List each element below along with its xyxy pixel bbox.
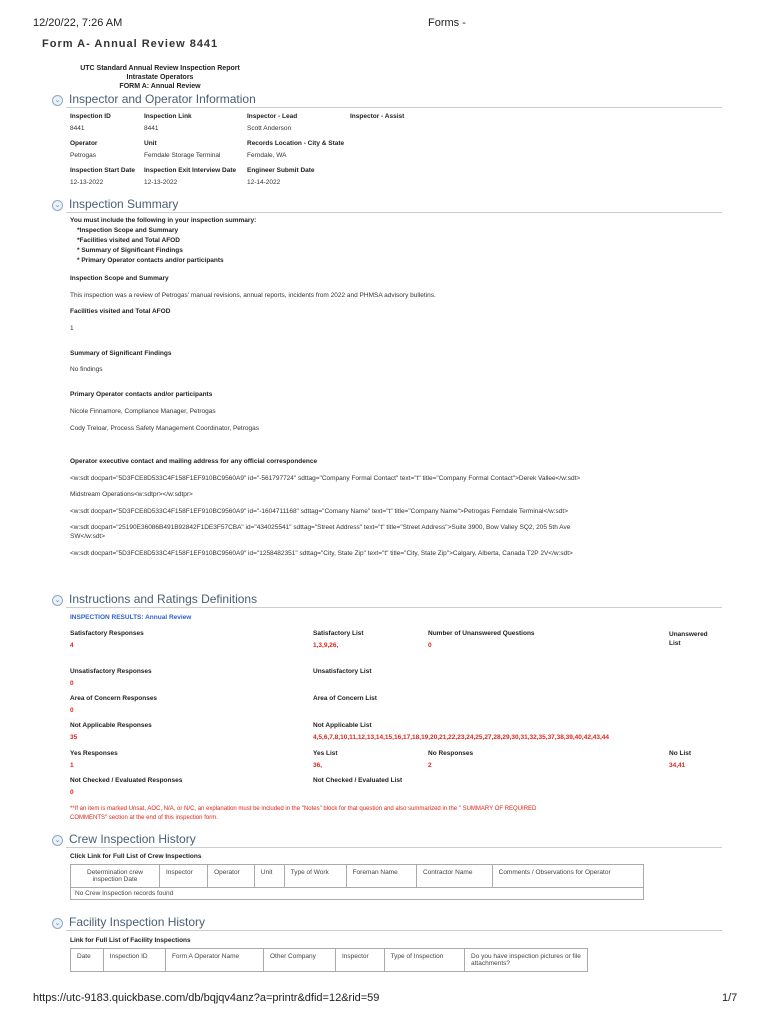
na-value: 35 [70, 734, 78, 741]
yes-value: 1 [70, 762, 74, 769]
summary-item: *Inspection Scope and Summary [77, 227, 179, 234]
section-title: Instructions and Ratings Definitions [69, 592, 258, 606]
print-doc-title: Forms - [428, 17, 466, 29]
submit-date-label: Engineer Submit Date [247, 167, 315, 174]
inspection-link-value[interactable]: 8441 [144, 125, 159, 132]
print-url: https://utc-9183.quickbase.com/db/bqjqv4anz?a=printr&dfid=12&rid=59 [33, 992, 380, 1004]
nc-label: Not Checked / Evaluated Responses [70, 777, 183, 784]
section-title: Inspector and Operator Information [69, 92, 256, 106]
start-date-value: 12-13-2022 [70, 179, 104, 186]
divider [66, 847, 722, 848]
scope-label: Inspection Scope and Summary [70, 275, 169, 282]
table-header-row [71, 949, 588, 972]
inspection-link-label: Inspection Link [144, 113, 192, 120]
chevron-down-icon[interactable]: ⌄ [52, 95, 63, 106]
aoc-list-label: Area of Concern List [313, 695, 377, 702]
exec-contact-line: Midstream Operations<w:sdtpr></w:sdtpr> [70, 491, 193, 498]
no-label: No Responses [428, 750, 474, 757]
column-header: Contractor Name [416, 865, 492, 888]
divider [66, 607, 722, 608]
unsat-value: 0 [70, 680, 74, 687]
sat-list-label: Satisfactory List [313, 630, 364, 637]
form-title: Form A- Annual Review 8441 [42, 38, 219, 50]
report-heading-line: Intrastate Operators [126, 74, 194, 81]
divider [66, 930, 722, 931]
contact-item: Nicole Finnamore, Compliance Manager, Petrogas [70, 408, 216, 415]
inspector-lead-value: Scott Anderson [247, 125, 292, 132]
no-list-value: 34,41 [669, 762, 686, 769]
submit-date-value: 12-14-2022 [247, 179, 281, 186]
summary-instructions: You must include the following in your inspection summary: [70, 217, 257, 224]
table-row [71, 888, 644, 900]
chevron-down-icon[interactable]: ⌄ [52, 918, 63, 929]
section-summary-header[interactable] [52, 197, 178, 211]
section-ratings-header[interactable] [52, 592, 257, 606]
no-list-label: No List [669, 750, 692, 757]
chevron-down-icon[interactable]: ⌄ [52, 200, 63, 211]
column-header: Inspector [160, 865, 208, 888]
empty-message: No Crew Inspection records found [71, 888, 644, 900]
report-heading [70, 64, 250, 91]
unanswered-num-label: Number of Unanswered Questions [428, 630, 535, 637]
inspector-lead-label: Inspector - Lead [247, 113, 298, 120]
inspector-assist-label: Inspector - Assist [350, 113, 405, 120]
start-date-label: Inspection Start Date [70, 167, 136, 174]
chevron-down-icon[interactable]: ⌄ [52, 835, 63, 846]
aoc-label: Area of Concern Responses [70, 695, 158, 702]
inspection-id-label: Inspection ID [70, 113, 111, 120]
scope-text: This inspection was a review of Petrogas' manual revisions, annual reports, incidents from 2022 and PHMSA advisory bulletins. [70, 292, 436, 299]
sat-value: 4 [70, 642, 74, 649]
nc-list-label: Not Checked / Evaluated List [313, 777, 403, 784]
column-header: Other Company [263, 949, 335, 972]
na-list-label: Not Applicable List [313, 722, 372, 729]
ratings-note-line: **If an item is marked Unsat, AOC, N/A, or N/C, an explanation must be included in the "Notes" block for that question and also summarized in the " SUMMARY OF REQUIRED [70, 806, 537, 812]
facility-link[interactable]: Link for Full List of Facility Inspections [70, 937, 191, 944]
exit-date-label: Inspection Exit Interview Date [144, 167, 237, 174]
print-datetime: 12/20/22, 7:26 AM [33, 17, 123, 29]
exec-contact-label: Operator executive contact and mailing address for any official correspondence [70, 458, 318, 465]
exec-contact-line: <w:sdt docpart="25190E36086B491B92842F1DE3F57CBA" id="434025541" sdttag="Street Address" text="t" title="Street Address">Suite 3900, Bow Valley SQ2, 205 5th Ave [70, 524, 571, 531]
summary-item: *Facilities visited and Total AFOD [77, 237, 180, 244]
chevron-down-icon[interactable]: ⌄ [52, 595, 63, 606]
column-header: Form A Operator Name [165, 949, 263, 972]
findings-label: Summary of Significant Findings [70, 350, 172, 357]
exec-contact-line: SW</w:sdt> [70, 533, 106, 540]
yes-label: Yes Responses [70, 750, 118, 757]
column-header: Inspector [335, 949, 384, 972]
column-header: Determination crew inspection Date [71, 865, 160, 888]
divider [66, 107, 722, 108]
exec-contact-line: <w:sdt docpart="5D3FCE8D533C4F158F1EF910BC9560A9" id="-561797724" sdttag="Company Formal Contact" text="t" title="Company Formal Contact">Derek Vallee</w:sdt> [70, 475, 581, 482]
section-title: Crew Inspection History [69, 832, 196, 846]
facilities-value: 1 [70, 325, 74, 332]
unanswered-list-label: Unanswered List [669, 631, 708, 647]
sat-label: Satisfactory Responses [70, 630, 144, 637]
divider [66, 212, 722, 213]
table-header-row [71, 865, 644, 888]
crew-link[interactable]: Click Link for Full List of Crew Inspections [70, 853, 202, 860]
records-location-label: Records Location - City & State [247, 140, 345, 147]
exit-date-value: 12-13-2022 [144, 179, 178, 186]
nc-value: 0 [70, 789, 74, 796]
unit-label: Unit [144, 140, 157, 147]
column-header: Type of Inspection [384, 949, 464, 972]
unanswered-num-value: 0 [428, 642, 432, 649]
column-header: Unit [254, 865, 284, 888]
facilities-label: Facilities visited and Total AFOD [70, 308, 171, 315]
section-crew-header[interactable] [52, 832, 196, 846]
summary-item: * Primary Operator contacts and/or participants [77, 257, 224, 264]
page-number: 1/7 [722, 992, 738, 1004]
records-location-value: Ferndale, WA [247, 152, 287, 159]
section-title: Inspection Summary [69, 197, 179, 211]
inspection-id-value: 8441 [70, 125, 85, 132]
yes-list-label: Yes List [313, 750, 338, 757]
yes-list-value: 36, [313, 762, 323, 769]
na-label: Not Applicable Responses [70, 722, 152, 729]
column-header: Inspection ID [103, 949, 165, 972]
contact-item: Cody Treloar, Process Safety Management Coordinator, Petrogas [70, 425, 259, 432]
aoc-value: 0 [70, 707, 74, 714]
summary-item: * Summary of Significant Findings [77, 247, 183, 254]
exec-contact-line: <w:sdt docpart="5D3FCE8D533C4F158F1EF910BC9560A9" id="1258482351" sdttag="City, State Zip" text="t" title="City, State Zip">Calgary, Alberta, Canada T2P 2V</w:sdt> [70, 550, 573, 557]
facility-table [70, 948, 588, 972]
no-value: 2 [428, 762, 432, 769]
unsat-list-label: Unsatisfactory List [313, 668, 372, 675]
column-header: Do you have inspection pictures or file attachments? [465, 949, 588, 972]
section-title: Facility Inspection History [69, 915, 206, 929]
section-facility-header[interactable] [52, 915, 205, 929]
crew-table [70, 864, 644, 900]
report-heading-line: UTC Standard Annual Review Inspection Report [80, 65, 240, 72]
ratings-note-line: COMMENTS" section at the end of this inspection form. [70, 815, 218, 821]
contacts-label: Primary Operator contacts and/or participants [70, 391, 213, 398]
findings-value: No findings [70, 366, 103, 373]
report-heading-line: FORM A: Annual Review [119, 83, 201, 90]
column-header: Foreman Name [346, 865, 416, 888]
na-list-value: 4,5,6,7,8,10,11,12,13,14,15,16,17,18,19,20,21,22,23,24,25,27,28,29,30,31,32,35,37,38,39,40,42,43,44 [313, 734, 610, 741]
unsat-label: Unsatisfactory Responses [70, 668, 152, 675]
unit-value: Ferndale Storage Terminal [144, 152, 221, 159]
column-header: Type of Work [284, 865, 346, 888]
column-header: Comments / Observations for Operator [492, 865, 643, 888]
exec-contact-line: <w:sdt docpart="5D3FCE8D533C4F158F1EF910BC9560A9" id="-1604711168" sdttag="Comany Name" text="t" title="Company Name">Petrogas Ferndale Terminal</w:sdt> [70, 508, 569, 515]
operator-value: Petrogas [70, 152, 97, 159]
column-header: Operator [208, 865, 255, 888]
column-header: Date [71, 949, 104, 972]
results-label: INSPECTION RESULTS: Annual Review [70, 614, 192, 621]
section-inspector-header[interactable] [52, 92, 256, 106]
operator-label: Operator [70, 140, 98, 147]
sat-list-value: 1,3,9,26, [313, 642, 339, 649]
